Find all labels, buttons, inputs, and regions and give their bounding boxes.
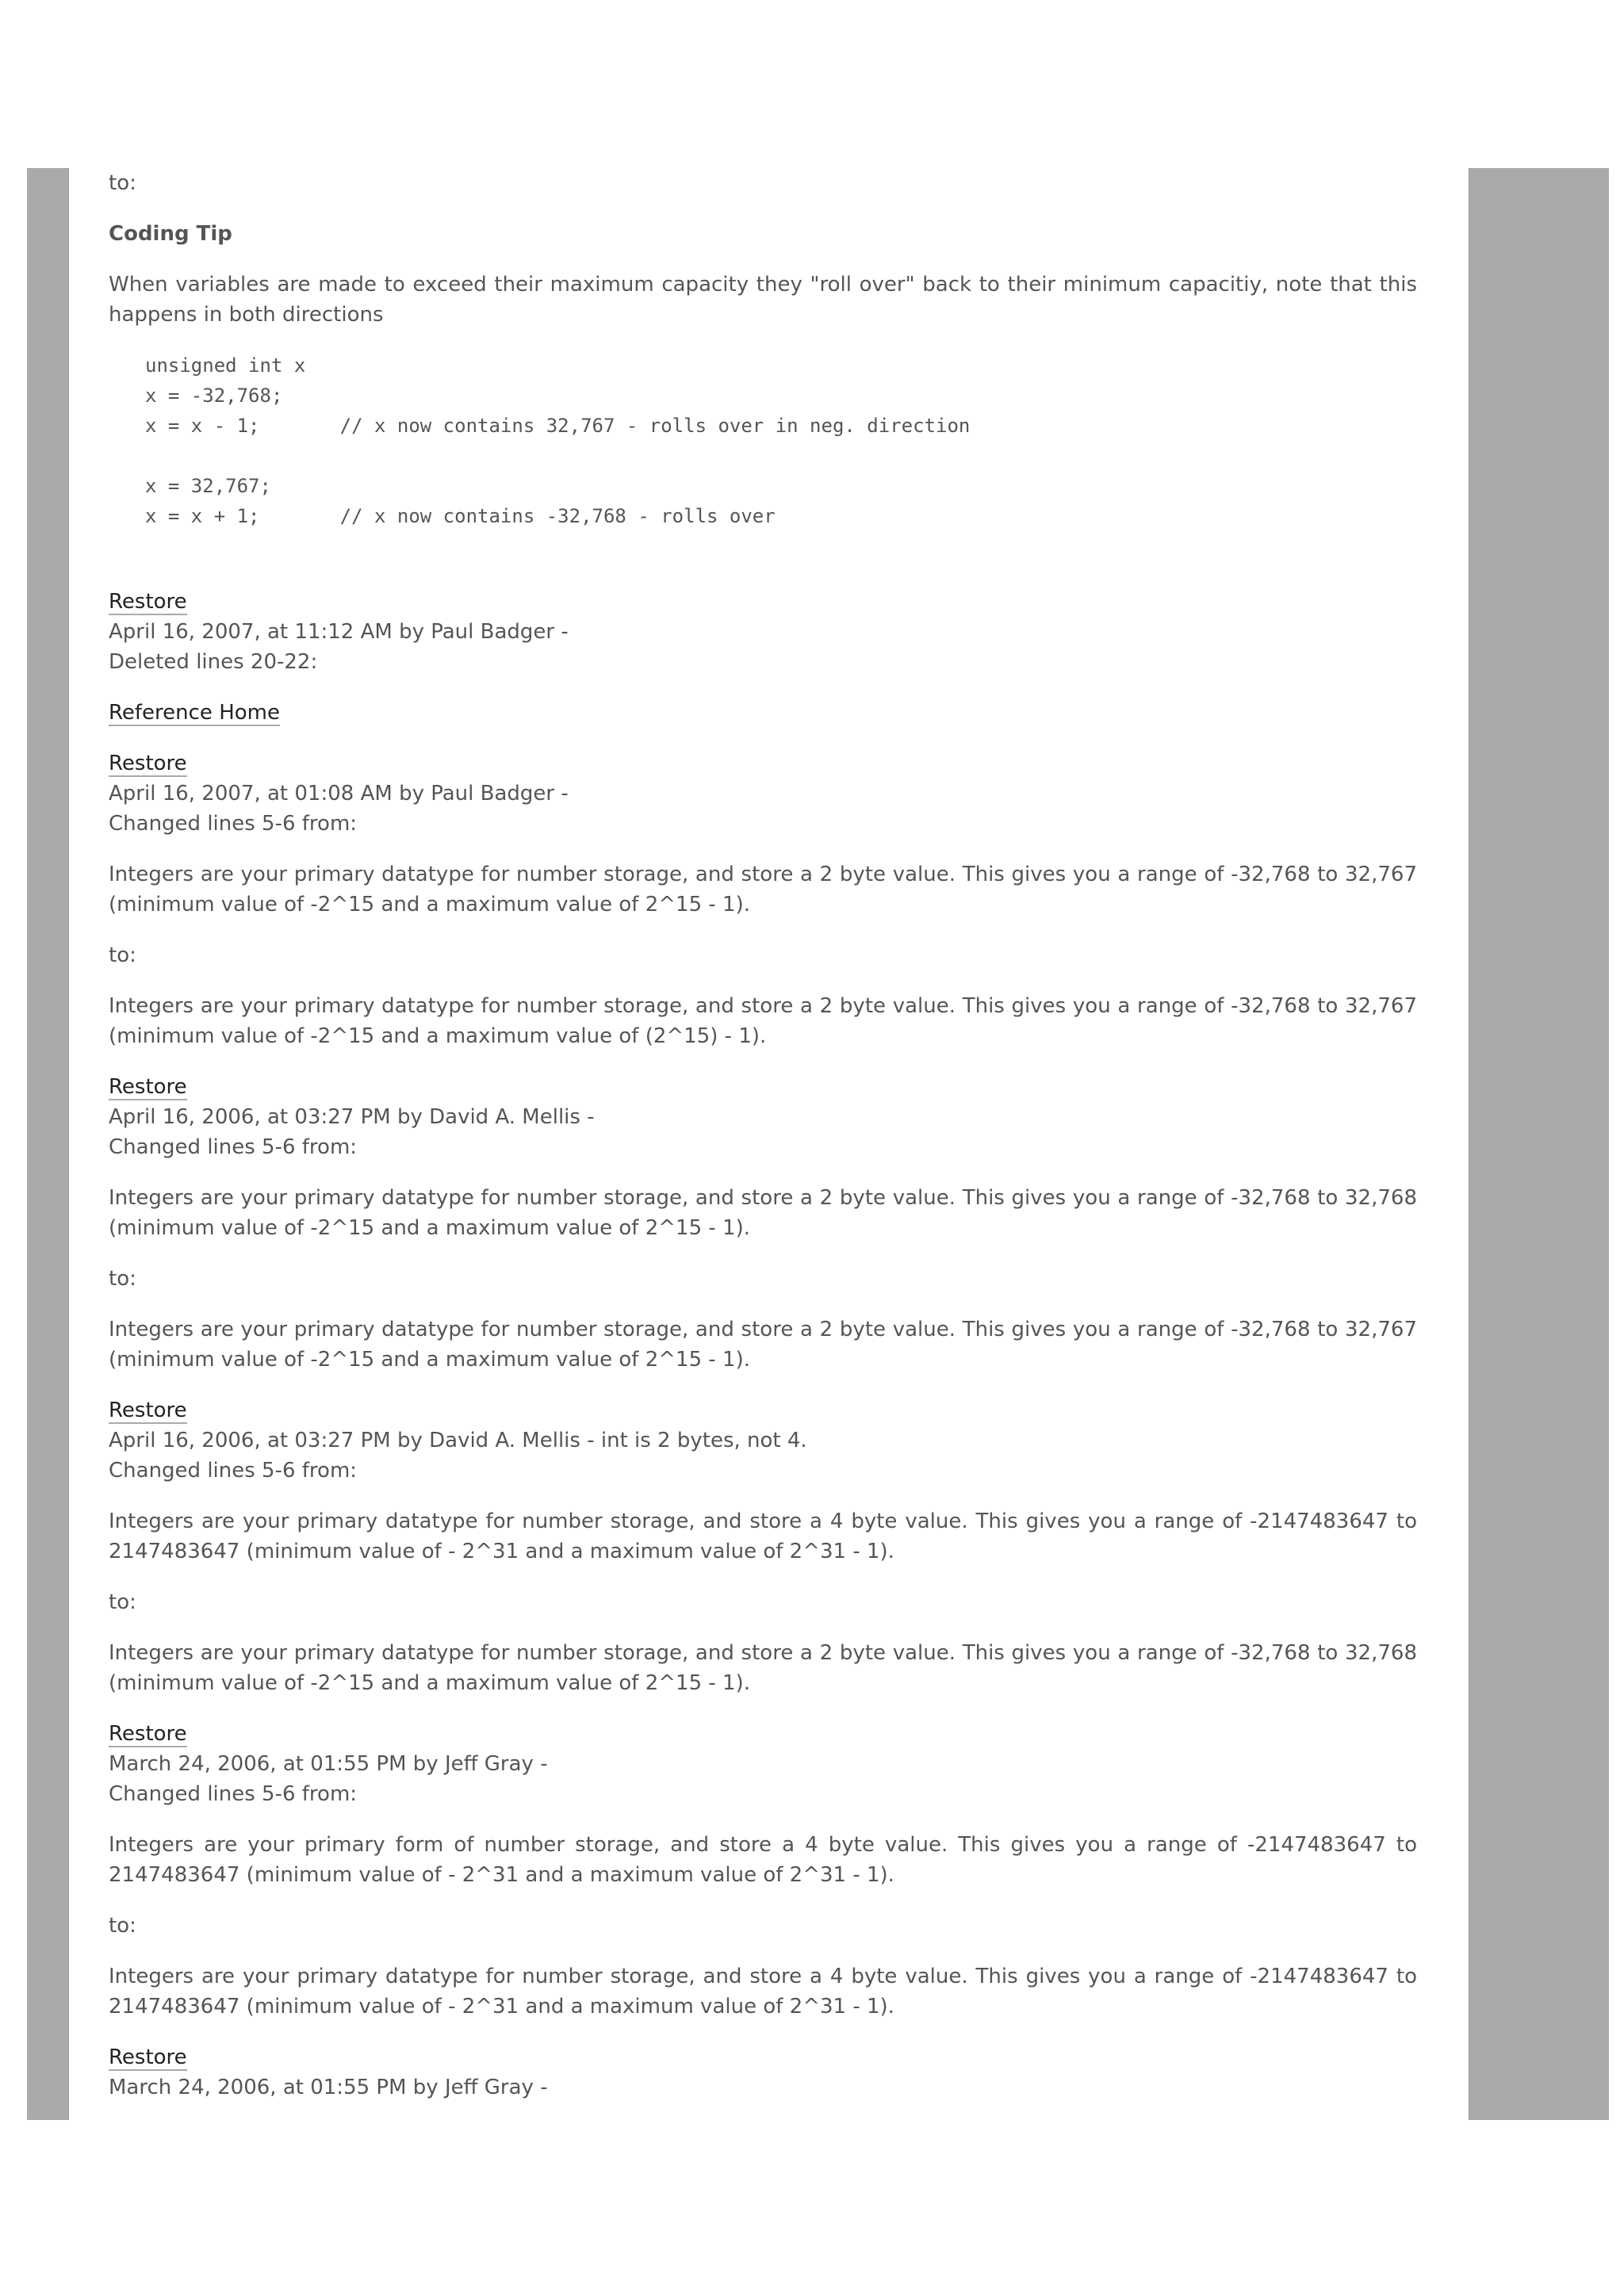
history-entry xyxy=(109,748,1417,839)
code-line: x = 32,767; xyxy=(145,475,271,497)
entry-meta: April 16, 2007, at 01:08 AM by Paul Badger - xyxy=(109,782,569,806)
left-margin-bar xyxy=(27,168,69,2120)
coding-tip-title: Coding Tip xyxy=(109,222,232,246)
code-line xyxy=(145,441,1417,471)
from-text: Integers are your primary form of number storage, and store a 4 byte value. This gives you a range of -2147483647 to 2147483647 (minimum value of - 2^31 and a maximum value of 2^31 - 1). xyxy=(109,1833,1417,1887)
right-margin-bar xyxy=(1469,168,1609,2120)
entry-meta: April 16, 2007, at 11:12 AM by Paul Badger - xyxy=(109,620,569,644)
entry-meta: March 24, 2006, at 01:55 PM by Jeff Gray - xyxy=(109,2076,548,2099)
code-line: x = x - 1; // x now contains 32,767 - rolls over in neg. direction xyxy=(145,415,971,437)
from-text: Integers are your primary datatype for number storage, and store a 4 byte value. This gives you a range of -2147483647 to 2147483647 (minimum value of - 2^31 and a maximum value of 2^31 - 1). xyxy=(109,1510,1417,1563)
history-entry xyxy=(109,1395,1417,1486)
to-label: to: xyxy=(109,943,136,967)
reference-home-link[interactable]: Reference Home xyxy=(109,701,280,725)
restore-link[interactable]: Restore xyxy=(109,1399,187,1422)
code-line: unsigned int x xyxy=(145,354,306,377)
entry-meta: April 16, 2006, at 03:27 PM by David A. Mellis - int is 2 bytes, not 4. xyxy=(109,1429,807,1452)
from-text: Integers are your primary datatype for number storage, and store a 2 byte value. This gives you a range of -32,768 to 32,768 (minimum value of -2^15 and a maximum value of 2^15 - 1). xyxy=(109,1186,1417,1240)
entry-change: Changed lines 5-6 from: xyxy=(109,1135,358,1159)
entry-change: Changed lines 5-6 from: xyxy=(109,812,358,836)
restore-link[interactable]: Restore xyxy=(109,1722,187,1746)
deleted-line xyxy=(109,698,1417,728)
to-text: Integers are your primary datatype for number storage, and store a 2 byte value. This gives you a range of -32,768 to 32,768 (minimum value of -2^15 and a maximum value of 2^15 - 1). xyxy=(109,1641,1417,1695)
from-text: Integers are your primary datatype for number storage, and store a 2 byte value. This gives you a range of -32,768 to 32,767 (minimum value of -2^15 and a maximum value of 2^15 - 1). xyxy=(109,863,1417,916)
to-text: Integers are your primary datatype for number storage, and store a 2 byte value. This gives you a range of -32,768 to 32,767 (minimum value of -2^15 and a maximum value of (2^15) - 1). xyxy=(109,994,1417,1048)
to-text: Integers are your primary datatype for number storage, and store a 4 byte value. This gives you a range of -2147483647 to 2147483647 (minimum value of - 2^31 and a maximum value of 2^31 - 1). xyxy=(109,1965,1417,2019)
coding-tip-text: When variables are made to exceed their maximum capacity they "roll over" back to their minimum capacitiy, note that this happens in both directions xyxy=(109,273,1417,327)
page-history-content xyxy=(109,168,1417,2123)
restore-link[interactable]: Restore xyxy=(109,1075,187,1099)
restore-link[interactable]: Restore xyxy=(109,752,187,775)
to-text: Integers are your primary datatype for number storage, and store a 2 byte value. This gives you a range of -32,768 to 32,767 (minimum value of -2^15 and a maximum value of 2^15 - 1). xyxy=(109,1318,1417,1372)
code-line: x = x + 1; // x now contains -32,768 - rolls over xyxy=(145,505,776,527)
history-entry xyxy=(109,1072,1417,1162)
code-block xyxy=(145,350,1417,531)
history-entry xyxy=(109,587,1417,677)
to-label: to: xyxy=(109,171,136,195)
entry-change: Changed lines 5-6 from: xyxy=(109,1459,358,1483)
history-entry xyxy=(109,1719,1417,1809)
entry-change: Deleted lines 20-22: xyxy=(109,650,318,674)
restore-link[interactable]: Restore xyxy=(109,2045,187,2069)
to-label: to: xyxy=(109,1914,136,1938)
to-label: to: xyxy=(109,1590,136,1614)
to-label: to: xyxy=(109,1267,136,1291)
code-line: x = -32,768; xyxy=(145,385,283,407)
entry-meta: April 16, 2006, at 03:27 PM by David A. Mellis - xyxy=(109,1105,595,1129)
entry-meta: March 24, 2006, at 01:55 PM by Jeff Gray - xyxy=(109,1752,548,1776)
history-entry xyxy=(109,2042,1417,2103)
entry-change: Changed lines 5-6 from: xyxy=(109,1782,358,1806)
restore-link[interactable]: Restore xyxy=(109,590,187,614)
